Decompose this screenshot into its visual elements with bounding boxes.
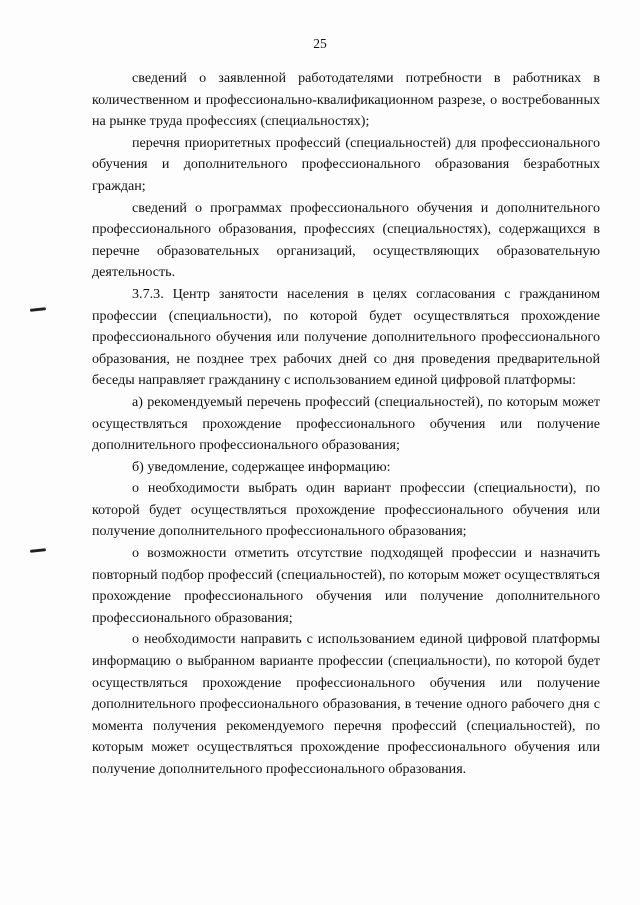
paragraph-priority-professions: перечня приоритетных профессий (специальностей) для профессионального обучения и дополнительного профессионального образования безработных граждан; [92,134,600,194]
paragraph-item-b: б) уведомление, содержащее информацию: [132,458,391,475]
page-number: 25 [313,36,327,51]
body-text [92,68,600,781]
paragraph-choose-option: о необходимости выбрать один вариант профессии (специальности), по которой будет осуществляться прохождение профессионального обучения или получение дополнительного профессионального образования; [92,480,600,540]
margin-mark [30,307,46,312]
paragraph-training-programs: сведений о программах профессионального обучения и дополнительного профессионального образования, профессиях (специальностях), содержащихся в перечне образовательных организаций, осуществляющих образовательную деятельность. [92,199,600,281]
paragraph-send-choice: о необходимости направить с использованием единой цифровой платформы информацию о выбранном варианте профессии (специальности), по которой будет осуществляться прохождение профессионального обучения или получение дополнительного профессионального образования, в течение одного рабочего дня с момента получения рекомендуемого перечня профессий (специальностей), по которым может осуществляться прохождение профессионального обучения или получение дополнительного профессионального образования. [92,631,600,777]
margin-mark [30,548,46,553]
paragraph-labor-demand: сведений о заявленной работодателями потребности в работниках в количественном и профессионально-квалификационном разрезе, о востребованных на рынке труда профессиях (специальностях); [92,70,600,130]
paragraph-reselection: о возможности отметить отсутствие подходящей профессии и назначить повторный подбор профессий (специальностей), по которым может осуществляться прохождение профессионального обучения или получение дополнительного профессионального образования; [92,545,600,626]
paragraph-item-a: а) рекомендуемый перечень профессий (специальностей), по которым может осуществляться прохождение профессионального обучения или получение дополнительного профессионального образования; [92,393,600,454]
paragraph-section-3-7-3: 3.7.3. Центр занятости населения в целях согласования с гражданином профессии (специальности), по которой будет осуществляться прохождение профессионального обучения или получение дополнительного профессионального образования, не позднее трех рабочих дней со дня проведения предварительной беседы направляет гражданину с использованием единой цифровой платформы: [92,285,600,389]
